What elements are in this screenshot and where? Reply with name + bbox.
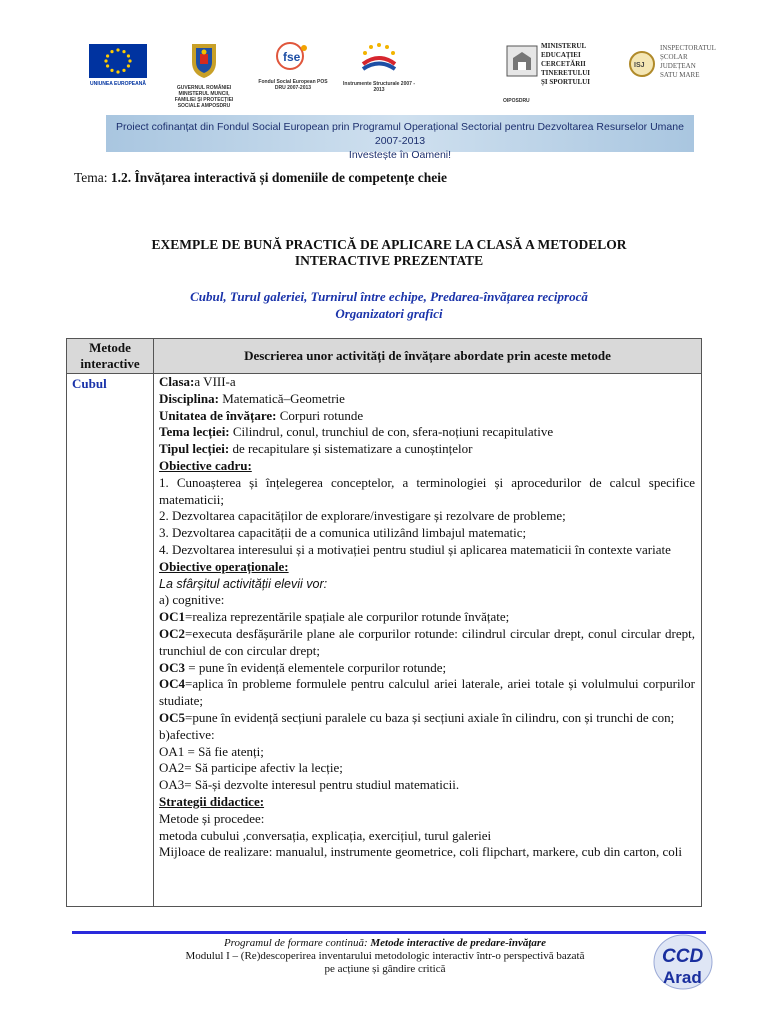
- title-line-2: INTERACTIVE PREZENTATE: [294, 253, 484, 268]
- class-line: [159, 374, 695, 391]
- title-line-1: EXEMPLE DE BUNĂ PRACTICĂ DE APLICARE LA CLASĂ A METODELOR: [151, 237, 627, 252]
- partner-logos: [78, 40, 716, 110]
- oc4-line: [159, 676, 695, 710]
- footer-program-name: Metode interactive de predare-învățare: [370, 937, 547, 949]
- romania-coat-of-arms-icon: [189, 40, 219, 80]
- methods-procedures-line: Metode și procedee:: [159, 810, 265, 826]
- subtitle-line-2: Organizatori grafici: [335, 306, 443, 321]
- subtitle-line-1: Cubul, Turul galeriei, Turnirul între echipe, Predarea-învățarea reciprocă: [190, 289, 588, 304]
- footer-line-1: [130, 937, 640, 950]
- ministry-line-3: CERCETĂRII: [541, 60, 586, 68]
- isj-line-4: SATU MARE: [660, 71, 700, 79]
- oc4-text: =aplica în probleme formulele pentru calculul ariei laterale, ariei totale și volulmului corpurilor studiate;: [159, 676, 695, 709]
- fse-icon: [273, 40, 313, 74]
- footer: [130, 937, 640, 976]
- lesson-topic-value: Cilindrul, conul, trunchiul de con, sfera-noțiuni recapitulative: [229, 424, 554, 440]
- oc1-label: OC1: [159, 609, 185, 625]
- oa1-line: OA1 = Să fie atenți;: [159, 743, 264, 759]
- end-of-activity-line: La sfârșitul activității elevii vor:: [159, 576, 328, 591]
- methods-subtitle: [80, 288, 698, 322]
- class-label: Clasa:: [159, 374, 195, 389]
- cognitive-heading: a) cognitive:: [159, 592, 225, 608]
- discipline-label: Disciplina:: [159, 390, 219, 406]
- oc2-text: =executa desfășurările plane ale corpurilor rotunde: cilindrul circular drept, conul circular drept, trunchiul de con circular drept;: [159, 625, 695, 658]
- eu-logo: [83, 40, 153, 87]
- topic-value: 1.2. Învățarea interactivă și domeniile de competențe cheie: [110, 170, 447, 185]
- structural-instruments-logo: [340, 40, 418, 93]
- footer-divider: [72, 931, 706, 934]
- oc3-text: = pune în evidență elementele corpurilor rotunde;: [185, 659, 447, 675]
- oc3-line: [159, 660, 695, 677]
- oc1-text: =realiza reprezentările spațiale ale corpurilor rotunde învățate;: [185, 609, 510, 625]
- svg-text:fse: fse: [283, 50, 301, 64]
- lesson-type-line: [159, 441, 695, 458]
- lesson-type-label: Tipul lecției:: [159, 441, 230, 457]
- structural-instruments-icon: [357, 40, 401, 76]
- ccd-logo-top: CCD: [662, 946, 704, 967]
- banner-line-1: Proiect cofinanțat din Fondul Social European prin Programul Operațional Sectorial pentru Dezvoltarea Resurselor Umane 2007-2013: [116, 121, 684, 147]
- eu-caption: UNIUNEA EUROPEANĂ: [90, 81, 146, 87]
- gov-caption: GUVERNUL ROMÂNIEI MINISTERUL MUNCII, FAMILIEI ȘI PROTECȚIEI SOCIALE AMPOSDRU: [174, 85, 234, 109]
- fse-caption: Fondul Social European POS DRU 2007-2013: [258, 79, 328, 91]
- framework-objective-3: 3. Dezvoltarea capacității de a comunica utilizând limbajul matematic;: [159, 525, 527, 541]
- header-methods: [67, 339, 154, 374]
- footer-line-2: Modulul I – (Re)descoperirea inventarului metodologic interactiv într-o perspectivă bazată: [185, 950, 585, 962]
- discipline-line: [159, 391, 695, 408]
- table-header-row: [67, 339, 702, 374]
- ccd-logo-icon: [652, 932, 714, 992]
- oc4-label: OC4: [159, 676, 185, 692]
- oc5-text: =pune în evidență secțiuni paralele cu baza și secțiuni axiale în cilindru, con și trunchi de con;: [185, 709, 675, 725]
- government-logo: [168, 40, 240, 109]
- ministry-crest-icon: [505, 44, 539, 78]
- oiposdru-caption: OIPOSDRU: [503, 98, 530, 104]
- oc2-label: OC2: [159, 625, 185, 641]
- methods-list-line: metoda cubului ,conversația, explicația, exercițiul, turul galeriei: [159, 827, 492, 843]
- header-methods-line-2: interactive: [80, 356, 140, 371]
- method-description: [154, 374, 702, 907]
- unit-label: Unitatea de învățare:: [159, 407, 277, 423]
- isj-line-3: JUDEȚEAN: [660, 62, 696, 70]
- framework-objective-1: 1. Cunoașterea și înțelegerea conceptelor, a terminologiei și aprocedurilor de calcul specifice matematicii;: [159, 474, 695, 507]
- oa3-line: OA3= Să-și dezvolte interesul pentru studiul matematicii.: [159, 777, 460, 793]
- resources-line: Mijloace de realizare: manualul, instrumente geometrice, coli flipchart, markere, cub din carton, coli: [159, 844, 683, 860]
- operational-objectives-heading: Obiective operaționale:: [159, 558, 289, 574]
- footer-program-label: Programul de formare continuă:: [223, 937, 371, 949]
- banner-line-2: Investește în Oameni!: [348, 149, 452, 161]
- svg-text:ISJ: ISJ: [634, 62, 645, 69]
- ministry-line-2: EDUCAȚIEI: [541, 51, 581, 59]
- inspectorate-emblem-icon: [628, 50, 656, 78]
- ministry-line-5: ȘI SPORTULUI: [541, 78, 590, 86]
- eu-flag-icon: [89, 44, 147, 78]
- lesson-type-value: de recapitulare și sistematizare a cunoștințelor: [229, 441, 473, 457]
- framework-objective-4: 4. Dezvoltarea interesului și a motivației pentru studiul și aplicarea matematicii în contexte variate: [159, 541, 671, 557]
- footer-line-3: pe acțiune și gândire critică: [324, 963, 446, 975]
- header-description: Descrierea unor activități de învățare abordate prin aceste metode: [154, 339, 702, 374]
- ccd-arad-logo: [652, 932, 714, 992]
- ccd-logo-bottom: Arad: [663, 968, 702, 987]
- oa2-line: OA2= Să participe afectiv la lecție;: [159, 760, 343, 776]
- header-methods-line-1: Metode: [89, 340, 131, 355]
- isj-line-2: ȘCOLAR: [660, 53, 688, 61]
- unit-value: Corpuri rotunde: [276, 407, 364, 423]
- oc5-line: [159, 710, 695, 727]
- method-name: Cubul: [67, 374, 154, 907]
- fse-logo: [258, 40, 328, 91]
- unit-line: [159, 408, 695, 425]
- strategies-heading: Strategii didactice:: [159, 793, 265, 809]
- oc2-line: [159, 626, 695, 660]
- project-banner: [106, 115, 694, 161]
- oc1-line: [159, 609, 695, 626]
- ministry-line-4: TINERETULUI: [541, 69, 591, 77]
- is-caption: Instrumente Structurale 2007 - 2013: [343, 81, 415, 93]
- oc5-label: OC5: [159, 709, 185, 725]
- framework-objective-2: 2. Dezvoltarea capacităților de explorare/investigare și rezolvare de probleme;: [159, 508, 566, 524]
- methods-table: [66, 338, 702, 907]
- isj-line-1: INSPECTORATUL: [660, 44, 716, 52]
- discipline-value: Matematică–Geometrie: [218, 390, 345, 406]
- topic-label: Tema:: [74, 170, 111, 185]
- framework-objectives-heading: Obiective cadru:: [159, 457, 252, 473]
- ministry-line-1: MINISTERUL: [541, 42, 587, 50]
- affective-heading: b)afective:: [159, 726, 215, 742]
- topic-line: [74, 170, 447, 186]
- table-row: [67, 374, 702, 907]
- oc3-label: OC3: [159, 659, 185, 675]
- lesson-topic-line: [159, 424, 695, 441]
- page-title: [80, 237, 698, 269]
- class-value: a VIII-a: [194, 374, 236, 389]
- lesson-topic-label: Tema lecției:: [159, 424, 230, 440]
